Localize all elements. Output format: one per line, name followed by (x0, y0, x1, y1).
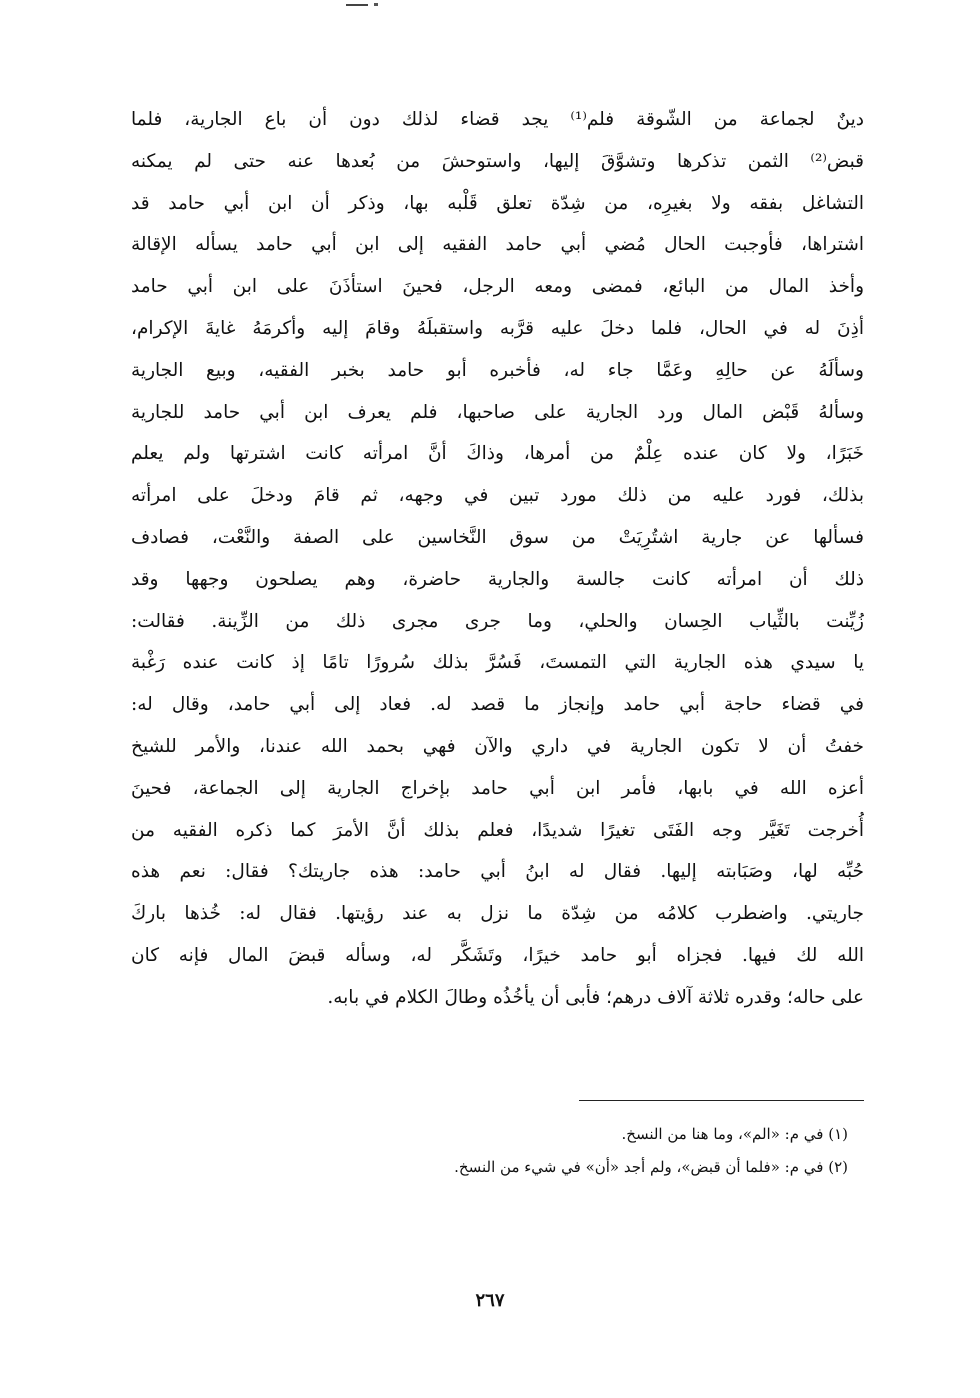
footnotes (300, 1118, 848, 1184)
header-rule-fragment (346, 4, 368, 6)
text-line: زُيِّنت بالثِّياب الحِسان والحلي، وما جرى مجرى ذلك من الزِّينة. فقالت: (131, 610, 864, 632)
footnote: (٢) في م: «فلما أن قبض»، ولم أجد «أن» في شيء من النسخ. (454, 1158, 848, 1176)
text-line: اشتراها، فأوجبت الحال مُضي أبي حامد الفقيه إلى ابن أبي حامد يسأله الإقالة (131, 234, 864, 256)
page-number: ٢٦٧ (475, 1290, 505, 1311)
text-line: بذلك، فورد عليه من ذلك مورد تبين في وجهه، ثم قامَ ودخلَ على امرأته (131, 485, 864, 507)
text-line: الله لك فيها. فجزاه أبو حامد خيرًا، وتَشَكَّر له، وسأله قبضَ المال فإنه كان (131, 944, 864, 966)
footnote: (١) في م: «الم»، وما هنا من النسخ. (621, 1125, 848, 1143)
text-line: دينٌ لجماعة من الشّوقة فلم⁽¹⁾ يجد قضاء لذلك دون أن باع الجارية، فلما (131, 109, 864, 130)
header-rule-fragment (374, 3, 378, 6)
text-line: خفتُ أن لا تكون الجارية في داري والآن فهي بحمد الله عندنا، والأمر للشيخ (131, 735, 864, 757)
main-text (131, 99, 864, 1019)
text-line: جاريتي. واضطرب كلامُه من شِدّة ما نزل به عند رؤيتها. فقال له: خُذها باركَ (131, 903, 864, 925)
text-line: وسألهُ قَبْض المال ورد الجارية على صاحبها، فلم يعرف ابن أبي حامد للجارية (131, 401, 864, 423)
text-line: فسألها عن جارية اشتُرِيَتْ من سوق النَّخاسين على الصفة والنَّعْت، فصادف (131, 526, 864, 548)
text-line: قبض⁽²⁾ الثمن تذكرها وتشوَّقَ إليها، واستوحشَ من بُعدها عنه حتى لم يمكنه (131, 150, 864, 172)
text-line: أذِنَ له في الحال، فلما دخلَ عليه قرَّبه واستقبلَهُ وقامَ إليه وأكرمَهُ غايةَ الإكرام، (131, 317, 864, 339)
text-line: حُبِّه لها، وصَبَابته إليها. فقال له ابنُ أبي حامد: هذه جاريتك؟ فقال: نعم هذه (131, 861, 864, 883)
text-line: وسألَهُ عن حالِهِ وعَمَّا جاء له، فأخبره أبو حامد بخبر الفقيه، وبيع الجارية (131, 359, 864, 381)
text-line: يا سيدي هذه الجارية التي التمستَ، فَسُرَّ بذلك سُرورًا تامًا إذ كانت عنده رَغْبة (131, 652, 864, 674)
text-line: على حاله؛ وقدره ثلاثة آلاف درهم؛ فأبى أن يأخُذُه وطالَ الكلام في بابه. (327, 986, 864, 1008)
footnote-separator (579, 1100, 864, 1101)
text-line: وأخذ المال من البائع، فمضى ومعه الرجل، فحينَ استأذَنَ على ابن أبي حامد (131, 276, 864, 298)
text-line: التشاغل بفقه ولا بغيرِه، من شِدّة تعلق قَلْبه بها، وذكر أن ابن أبي حامد قد (131, 192, 864, 214)
text-line: خَبَرًا، ولا كان عنده عِلْمٌ من أمرها، وذاكَ أنَّ امرأته كانت اشترتها ولم يعلم (131, 443, 864, 465)
text-line: أُخرجت تَغَيَّر وجه الفَتَى تغيرًا شديدًا، فعلم بذلك أنَّ الأمرَ كما ذكره الفقيه من (131, 819, 864, 841)
text-line: في قضاء حاجة أبي حامد وإنجاز ما قصد له. فعاد إلى أبي حامد، وقال له: (131, 694, 864, 716)
text-line: أعزه الله في بابها، فأمر ابن أبي حامد بإخراج الجارية إلى الجماعة، فحينَ (131, 777, 864, 799)
text-line: ذلك أن امرأته كانت جالسة والجارية حاضرة، وهم يصلحون وجهها وقد (131, 568, 864, 590)
